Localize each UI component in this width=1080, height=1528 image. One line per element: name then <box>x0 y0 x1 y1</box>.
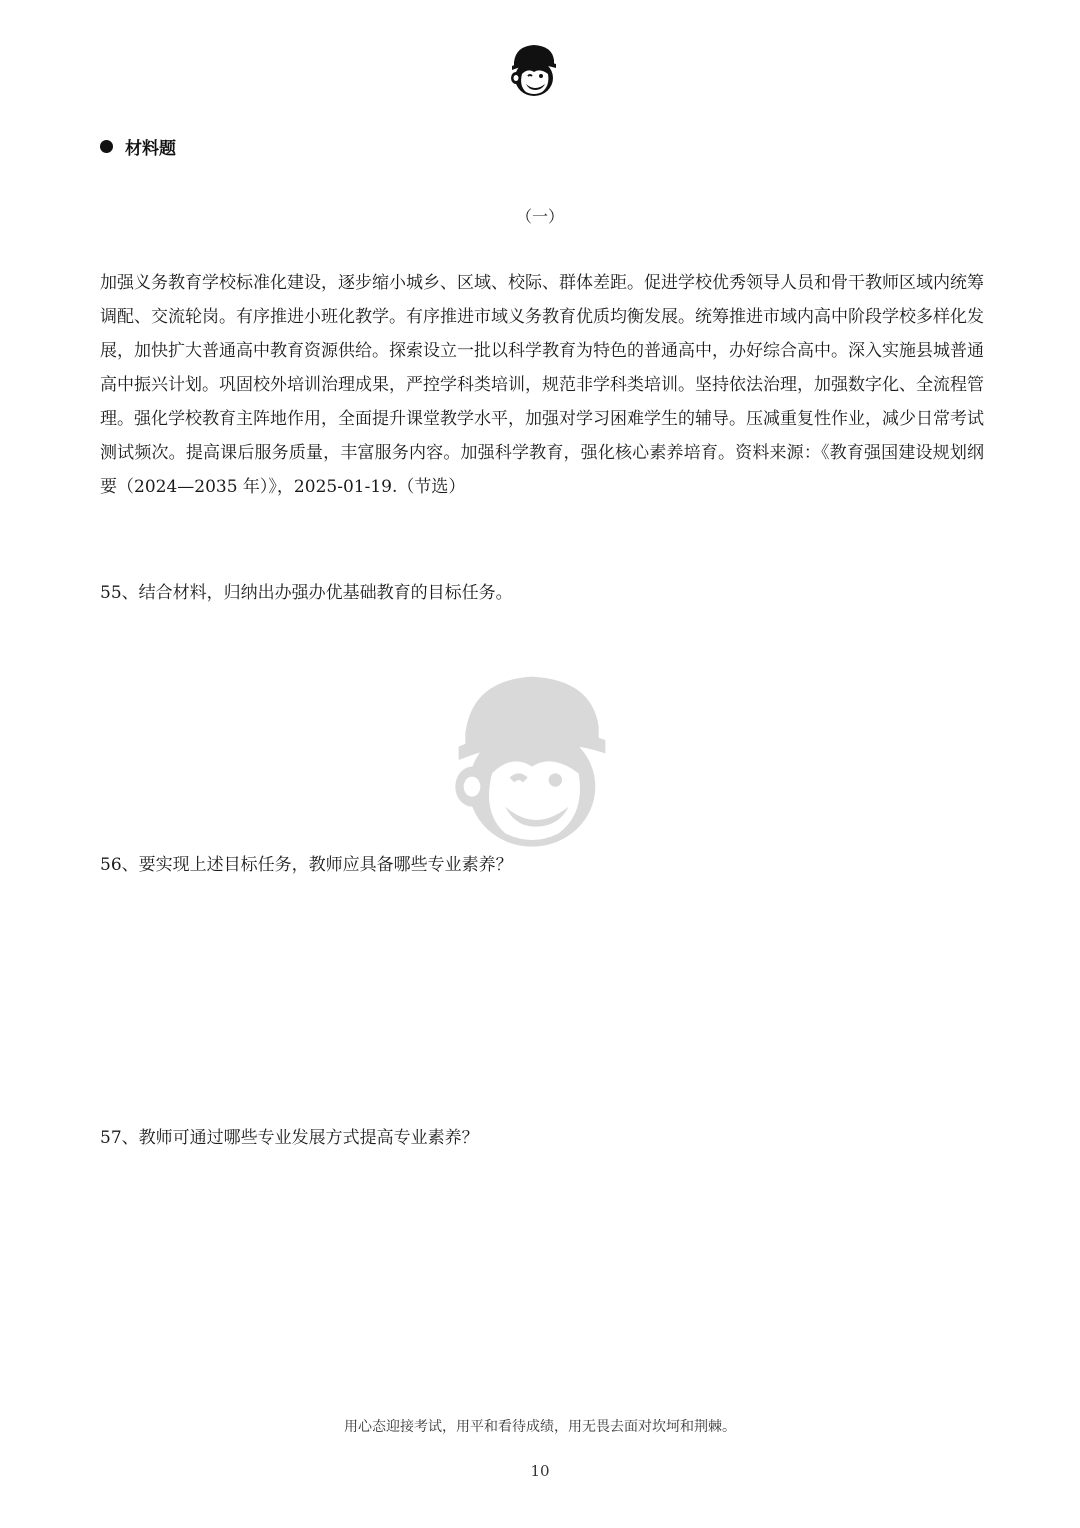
monkey-mascot-watermark-icon <box>432 660 632 860</box>
question-57: 57、教师可通过哪些专业发展方式提高专业素养？ <box>100 1128 479 1148</box>
section-heading-text: 材料题 <box>125 139 176 159</box>
question-56: 56、要实现上述目标任务，教师应具备哪些专业素养？ <box>100 855 513 875</box>
question-55: 55、结合材料，归纳出办强办优基础教育的目标任务。 <box>100 583 513 603</box>
black-dot-icon <box>100 140 113 153</box>
material-title: （一） <box>515 207 564 226</box>
footer-motto: 用心态迎接考试，用平和看待成绩，用无畏去面对坎坷和荆棘。 <box>344 1419 736 1435</box>
section-heading <box>100 134 176 159</box>
monkey-mascot-icon <box>504 40 564 100</box>
material-passage: 加强义务教育学校标准化建设，逐步缩小城乡、区域、校际、群体差距。促进学校优秀领导人员和骨干教师区域内统筹调配、交流轮岗。有序推进小班化教学。有序推进市域义务教育优质均衡发展。统筹推进市域内高中阶段学校多样化发展，加快扩大普通高中教育资源供给。探索设立一批以科学教育为特色的普通高中，办好综合高中。深入实施县城普通高中振兴计划。巩固校外培训治理成果，严控学科类培训，规范非学科类培训。坚持依法治理，加强数字化、全流程管理。强化学校教育主阵地作用，全面提升课堂教学水平，加强对学习困难学生的辅导。压减重复性作业，减少日常考试测试频次。提高课后服务质量，丰富服务内容。加强科学教育，强化核心素养培育。资料来源：《教育强国建设规划纲要（2024—2035 年）》，2025-01-19.（节选） <box>100 273 984 497</box>
page-number: 10 <box>530 1462 550 1480</box>
